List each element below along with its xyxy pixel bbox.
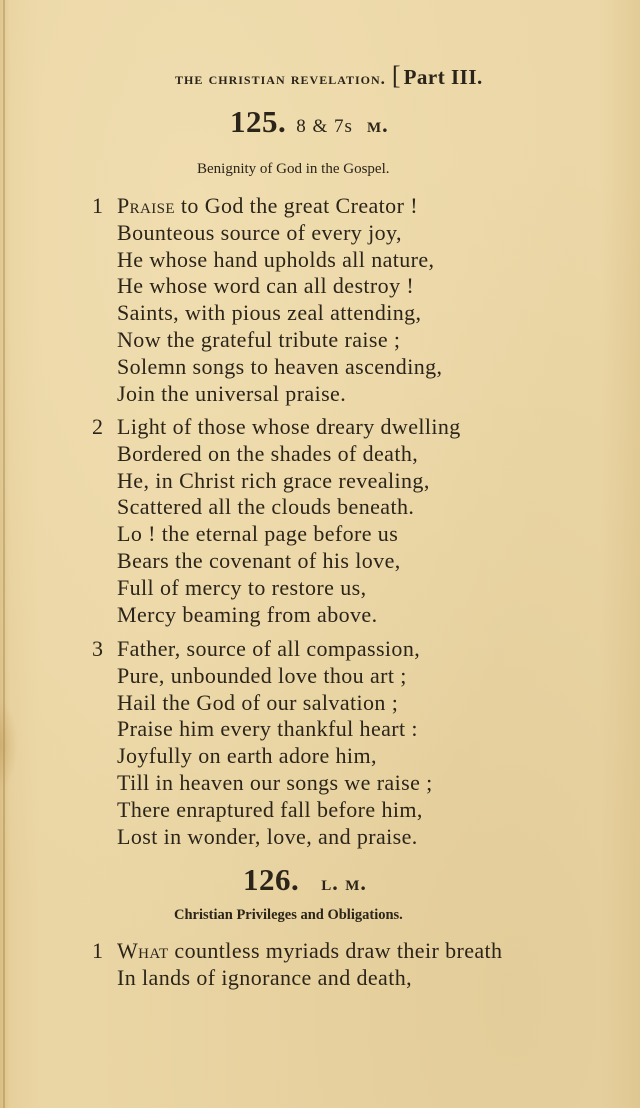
first-line-text: Light of those whose dreary dwelling xyxy=(117,414,461,439)
hymn-number: 126. xyxy=(243,862,300,897)
hymn-125-title: Benignity of God in the Gospel. xyxy=(197,161,390,177)
verse-line: Scattered all the clouds beneath. xyxy=(117,494,415,520)
verse-line xyxy=(90,938,502,965)
verse-line: He whose hand upholds all nature, xyxy=(117,246,435,272)
first-line-text: countless myriads draw their breath xyxy=(168,938,503,963)
lead-word: What xyxy=(117,938,169,963)
hymn-meter: l. m. xyxy=(321,870,367,895)
stanza-number: 2 xyxy=(92,414,104,439)
hymn-126-stanza-1 xyxy=(90,938,502,992)
hymn-126-heading xyxy=(243,862,367,898)
verse-line xyxy=(90,636,433,663)
stanza-number: 1 xyxy=(92,938,104,963)
verse-line: Lost in wonder, love, and praise. xyxy=(117,823,418,849)
verse-line: Join the universal praise. xyxy=(117,380,347,406)
verse-line: He, in Christ rich grace revealing, xyxy=(117,467,430,493)
verse-line: Hail the God of our salvation ; xyxy=(117,689,399,715)
running-head-part: Part III. xyxy=(403,65,483,89)
first-line-text: Father, source of all compassion, xyxy=(117,636,421,661)
verse-line: Joyfully on earth adore him, xyxy=(117,743,377,769)
verse-line: Pure, unbounded love thou art ; xyxy=(117,662,407,688)
verse-line: He whose word can all destroy ! xyxy=(117,273,415,299)
verse-line: Bears the covenant of his love, xyxy=(117,547,401,573)
stanza-number: 1 xyxy=(92,193,104,218)
stanza-number: 3 xyxy=(92,636,104,661)
first-line-text: to God the great Creator ! xyxy=(174,193,418,218)
page-stain xyxy=(0,700,18,790)
verse-line: Now the grateful tribute raise ; xyxy=(117,326,401,352)
verse-line: Full of mercy to restore us, xyxy=(117,574,367,600)
running-head xyxy=(175,61,483,91)
hymn-126-title: Christian Privileges and Obligations. xyxy=(174,907,403,923)
hymn-meter-suffix: m. xyxy=(366,112,389,137)
verse-line: Saints, with pious zeal attending, xyxy=(117,300,422,326)
hymn-125-stanza-2 xyxy=(90,414,461,628)
verse-line: Bordered on the shades of death, xyxy=(117,440,419,466)
verse-line: Lo ! the eternal page before us xyxy=(117,521,399,547)
hymn-number: 125. xyxy=(230,104,287,139)
verse-line: Mercy beaming from above. xyxy=(117,601,378,627)
hymn-125-stanza-3 xyxy=(90,636,433,850)
verse-line: Bounteous source of every joy, xyxy=(117,219,402,245)
verse-line: In lands of ignorance and death, xyxy=(117,964,413,990)
verse-line: Praise him every thankful heart : xyxy=(117,716,418,742)
verse-line: There enraptured fall before him, xyxy=(117,796,423,822)
verse-line xyxy=(90,193,442,220)
verse-line: Till in heaven our songs we raise ; xyxy=(117,769,433,795)
verse-line xyxy=(90,414,461,441)
hymn-meter: 8 & 7s xyxy=(296,116,353,137)
running-head-bracket: [ xyxy=(391,61,402,90)
page-spine-edge xyxy=(3,0,5,1108)
hymn-125-stanza-1 xyxy=(90,193,442,407)
running-head-title: the christian revelation. xyxy=(175,69,386,88)
lead-word: Praise xyxy=(117,193,175,218)
hymn-125-heading xyxy=(230,104,389,140)
verse-line: Solemn songs to heaven ascending, xyxy=(117,353,443,379)
